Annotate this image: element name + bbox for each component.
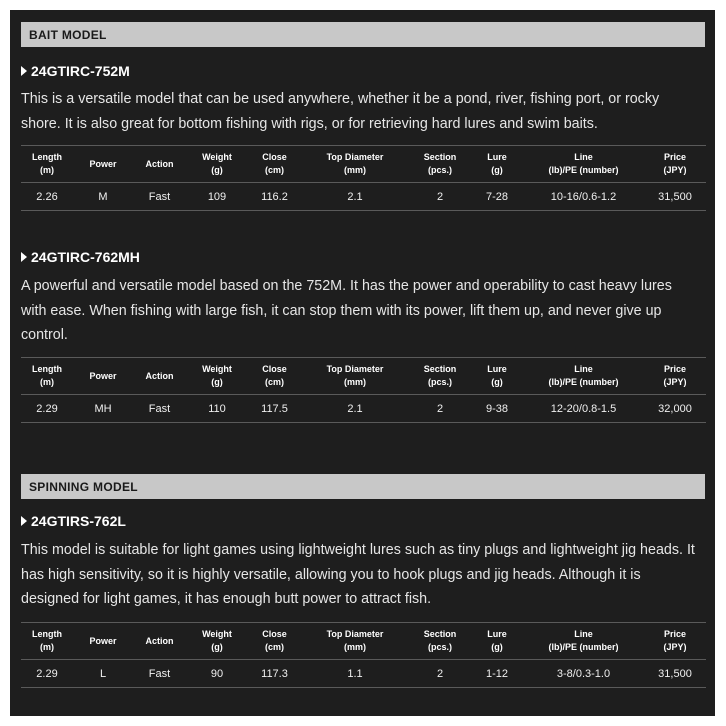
col-section: Section (pcs.): [409, 358, 471, 395]
col-close: Close (cm): [248, 623, 301, 660]
table-row: [21, 183, 706, 211]
spec-table-752m: [21, 145, 706, 211]
cell-length: 2.26: [21, 183, 73, 211]
model-description: This model is suitable for light games using lightweight lures such as tiny plugs and lightweight jig heads. It has high sensitivity, so it is highly versatile, allowing you to hook plugs and jig heads. Although it is designed for light games, it has enough butt power to attract fish.: [21, 542, 695, 607]
col-price: Price (JPY): [644, 358, 706, 395]
col-line: Line (lb)/PE (number): [523, 358, 644, 395]
cell-close: 117.3: [248, 660, 301, 688]
cell-line: 12-20/0.8-1.5: [523, 395, 644, 423]
col-price: Price (JPY): [644, 146, 706, 183]
triangle-right-icon: [21, 66, 27, 76]
model-name: 24GTIRS-762L: [31, 513, 126, 529]
col-price: Price (JPY): [644, 623, 706, 660]
model-name: 24GTIRC-752M: [31, 63, 130, 79]
cell-length: 2.29: [21, 395, 73, 423]
model-title-752m: [21, 63, 130, 79]
cell-power: M: [73, 183, 133, 211]
cell-lure: 9-38: [471, 395, 523, 423]
spec-table-762mh: [21, 357, 706, 423]
model-title-762mh: [21, 249, 140, 265]
spec-table-762l: [21, 622, 706, 688]
col-top-diameter: Top Diameter (mm): [301, 146, 409, 183]
model-description: A powerful and versatile model based on the 752M. It has the power and operability to cast heavy lures with ease. When fishing with large fish, it can stop them with its power, lift them up, and never give up control.: [21, 278, 672, 343]
col-action: Action: [133, 623, 186, 660]
cell-top-diameter: 2.1: [301, 183, 409, 211]
col-close: Close (cm): [248, 358, 301, 395]
cell-section: 2: [409, 660, 471, 688]
col-lure: Lure (g): [471, 358, 523, 395]
col-section: Section (pcs.): [409, 623, 471, 660]
col-length: Length (m): [21, 146, 73, 183]
cell-top-diameter: 2.1: [301, 395, 409, 423]
col-top-diameter: Top Diameter (mm): [301, 623, 409, 660]
col-length: Length (m): [21, 358, 73, 395]
col-lure: Lure (g): [471, 623, 523, 660]
cell-lure: 1-12: [471, 660, 523, 688]
col-line: Line (lb)/PE (number): [523, 623, 644, 660]
triangle-right-icon: [21, 516, 27, 526]
cell-price: 32,000: [644, 395, 706, 423]
table-row: [21, 660, 706, 688]
col-weight: Weight (g): [186, 146, 248, 183]
product-spec-panel: [10, 10, 715, 716]
cell-section: 2: [409, 183, 471, 211]
col-power: Power: [73, 146, 133, 183]
col-power: Power: [73, 623, 133, 660]
col-section: Section (pcs.): [409, 146, 471, 183]
col-weight: Weight (g): [186, 623, 248, 660]
cell-close: 116.2: [248, 183, 301, 211]
cell-power: MH: [73, 395, 133, 423]
col-line: Line (lb)/PE (number): [523, 146, 644, 183]
cell-weight: 110: [186, 395, 248, 423]
cell-power: L: [73, 660, 133, 688]
col-top-diameter: Top Diameter (mm): [301, 358, 409, 395]
cell-action: Fast: [133, 183, 186, 211]
cell-action: Fast: [133, 395, 186, 423]
col-weight: Weight (g): [186, 358, 248, 395]
col-close: Close (cm): [248, 146, 301, 183]
cell-top-diameter: 1.1: [301, 660, 409, 688]
triangle-right-icon: [21, 252, 27, 262]
cell-action: Fast: [133, 660, 186, 688]
cell-section: 2: [409, 395, 471, 423]
col-power: Power: [73, 358, 133, 395]
spec-header-row: [21, 358, 706, 395]
model-name: 24GTIRC-762MH: [31, 249, 140, 265]
cell-lure: 7-28: [471, 183, 523, 211]
cell-price: 31,500: [644, 183, 706, 211]
spec-header-row: [21, 623, 706, 660]
spec-header-row: [21, 146, 706, 183]
col-action: Action: [133, 358, 186, 395]
cell-weight: 109: [186, 183, 248, 211]
table-row: [21, 395, 706, 423]
cell-weight: 90: [186, 660, 248, 688]
col-action: Action: [133, 146, 186, 183]
cell-length: 2.29: [21, 660, 73, 688]
section-header-bait: BAIT MODEL: [21, 22, 705, 47]
col-lure: Lure (g): [471, 146, 523, 183]
cell-line: 3-8/0.3-1.0: [523, 660, 644, 688]
model-description: This is a versatile model that can be used anywhere, whether it be a pond, river, fishing port, or rocky shore. It is also great for bottom fishing with rigs, or for retrieving hard lures and swim baits.: [21, 91, 660, 132]
cell-close: 117.5: [248, 395, 301, 423]
cell-line: 10-16/0.6-1.2: [523, 183, 644, 211]
col-length: Length (m): [21, 623, 73, 660]
cell-price: 31,500: [644, 660, 706, 688]
model-title-762l: [21, 513, 126, 529]
section-header-spinning: SPINNING MODEL: [21, 474, 705, 499]
